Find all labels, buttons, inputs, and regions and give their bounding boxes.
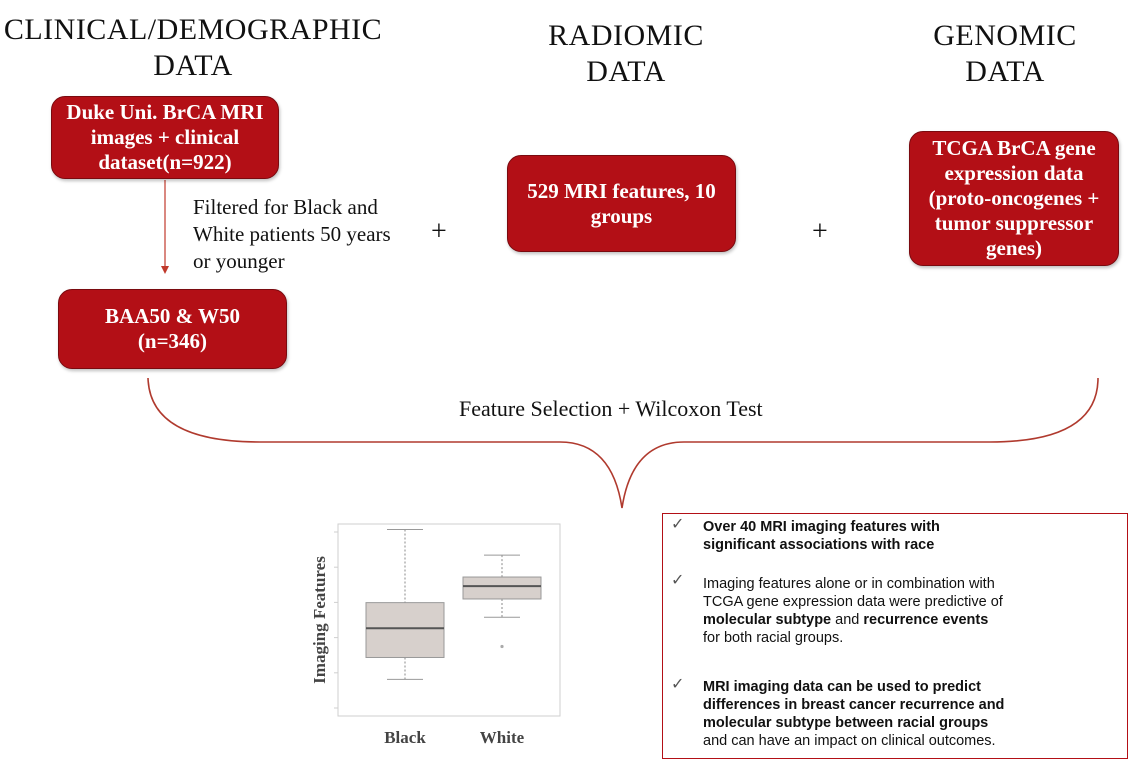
clinical-header-line2: DATA: [153, 49, 233, 82]
result-1-line1: Over 40 MRI imaging features with: [703, 519, 940, 535]
results-box: [662, 513, 1128, 759]
result-2-line3: [703, 611, 1113, 629]
result-item-3: [703, 678, 1113, 750]
tcga-box-line4: tumor suppressor: [934, 211, 1094, 235]
result-3-line2: differences in breast cancer recurrence and: [703, 697, 1005, 713]
radiomic-header-line2: DATA: [586, 55, 666, 88]
box-black: [366, 603, 444, 658]
x-tick-label: Black: [384, 728, 426, 747]
plus-sign-left: +: [431, 216, 447, 247]
x-tick-label: White: [479, 728, 525, 747]
tcga-box-line1: TCGA BrCA gene: [932, 136, 1096, 160]
tcga-box-line5: genes): [986, 236, 1042, 260]
feature-selection-label: Feature Selection + Wilcoxon Test: [459, 396, 763, 421]
check-icon: ✓: [671, 516, 685, 533]
result-2-line4: for both racial groups.: [703, 630, 844, 646]
result-2-line1: Imaging features alone or in combination with: [703, 576, 995, 592]
baa-box-line2: (n=346): [137, 329, 208, 353]
result-2-bold-b: recurrence events: [863, 612, 989, 628]
mri-box-line1: 529 MRI features, 10: [527, 178, 716, 203]
result-1-line2: significant associations with race: [703, 537, 935, 553]
filter-text-line2: White patients 50 years: [193, 222, 391, 246]
plus-sign-right: +: [812, 216, 828, 247]
clinical-header-line1: CLINICAL/DEMOGRAPHIC: [3, 13, 383, 46]
baa-box-line1: BAA50 & W50: [105, 304, 240, 328]
result-2-and: and: [831, 612, 864, 628]
tcga-box-line3: (proto-oncogenes +: [928, 186, 1100, 210]
filter-text-line1: Filtered for Black and: [193, 195, 378, 219]
duke-box-line3: dataset(n=922): [98, 150, 232, 174]
filter-text-line3: or younger: [193, 249, 285, 273]
result-2-line2: TCGA gene expression data were predictive of: [703, 594, 1003, 610]
mri-box-line2: groups: [590, 203, 653, 228]
result-item-2: [703, 575, 1113, 647]
result-2-bold-a: molecular subtype: [703, 612, 832, 628]
result-3-line4: and can have an impact on clinical outcomes.: [703, 733, 996, 749]
outlier-point: [500, 645, 503, 648]
duke-box-line1: Duke Uni. BrCA MRI: [66, 100, 264, 124]
genomic-header-line2: DATA: [965, 55, 1045, 88]
result-3-line3: molecular subtype between racial groups: [703, 715, 989, 731]
box-white: [463, 577, 541, 599]
check-icon: ✓: [671, 572, 685, 589]
check-icon: ✓: [671, 676, 685, 693]
result-item-1: [703, 518, 1113, 554]
result-3-line1: MRI imaging data can be used to predict: [703, 679, 981, 695]
tcga-box-line2: expression data: [944, 161, 1084, 185]
duke-box-line2: images + clinical: [90, 125, 240, 149]
radiomic-header-line1: RADIOMIC: [548, 19, 704, 52]
genomic-header-line1: GENOMIC: [933, 19, 1077, 52]
y-axis-label: Imaging Features: [310, 556, 329, 684]
